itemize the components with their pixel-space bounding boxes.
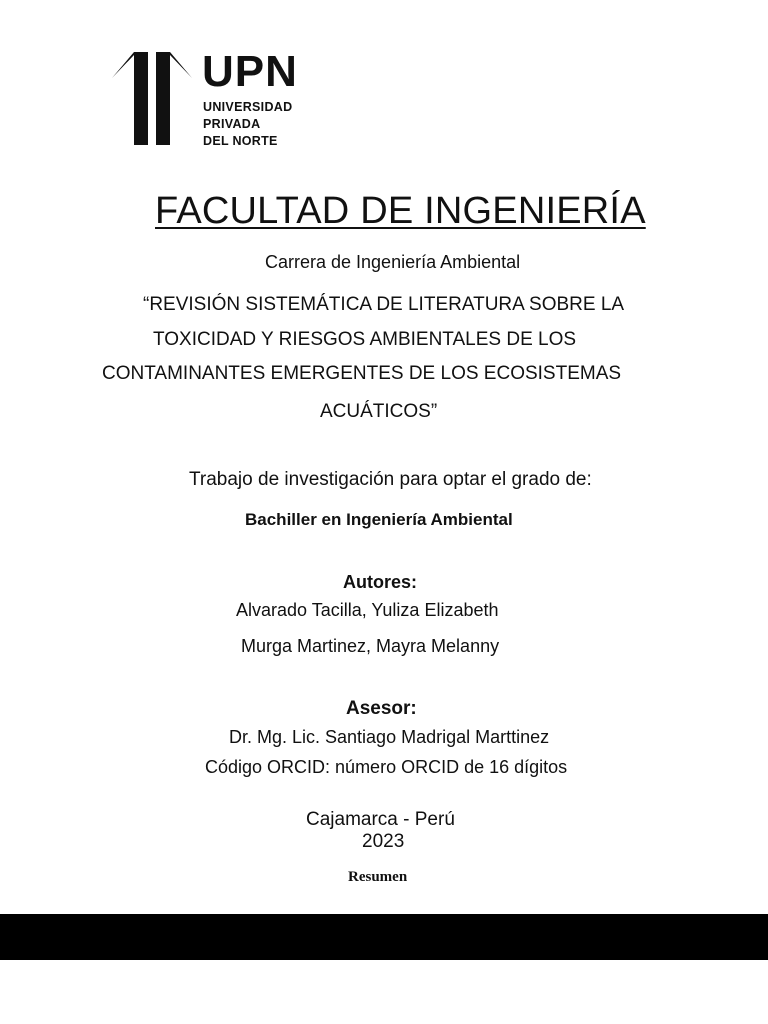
- logo-line-2: PRIVADA: [203, 117, 261, 131]
- thesis-title-line-3: CONTAMINANTES EMERGENTES DE LOS ECOSISTEMAS: [102, 363, 622, 384]
- year: 2023: [362, 831, 405, 852]
- purpose-statement: Trabajo de investigación para optar el grado de:: [189, 469, 592, 490]
- degree-name: Bachiller en Ingeniería Ambiental: [245, 510, 513, 529]
- upn-logo: [112, 47, 298, 152]
- section-heading-resumen: Resumen: [348, 869, 408, 885]
- upn-arrow-emblem-icon: [112, 52, 192, 148]
- logo-acronym: UPN: [202, 47, 298, 96]
- career-name: Carrera de Ingeniería Ambiental: [265, 252, 521, 272]
- logo-line-3: DEL NORTE: [203, 134, 278, 148]
- thesis-title-line-4: ACUÁTICOS”: [320, 401, 438, 422]
- thesis-title-line-2: TOXICIDAD Y RIESGOS AMBIENTALES DE LOS: [153, 329, 577, 350]
- advisor-heading: Asesor:: [346, 698, 417, 719]
- faculty-heading: FACULTAD DE INGENIERÍA: [155, 190, 646, 232]
- authors-heading: Autores:: [343, 572, 418, 592]
- advisor-orcid: Código ORCID: número ORCID de 16 dígitos: [205, 757, 568, 777]
- place: Cajamarca - Perú: [306, 809, 455, 830]
- logo-line-1: UNIVERSIDAD: [203, 100, 293, 114]
- author-name: Alvarado Tacilla, Yuliza Elizabeth: [236, 600, 499, 620]
- black-bar: [0, 914, 768, 960]
- thesis-title-line-1: “REVISIÓN SISTEMÁTICA DE LITERATURA SOBRE LA: [143, 294, 625, 315]
- advisor-name: Dr. Mg. Lic. Santiago Madrigal Marttinez: [229, 727, 550, 747]
- author-name: Murga Martinez, Mayra Melanny: [241, 636, 500, 656]
